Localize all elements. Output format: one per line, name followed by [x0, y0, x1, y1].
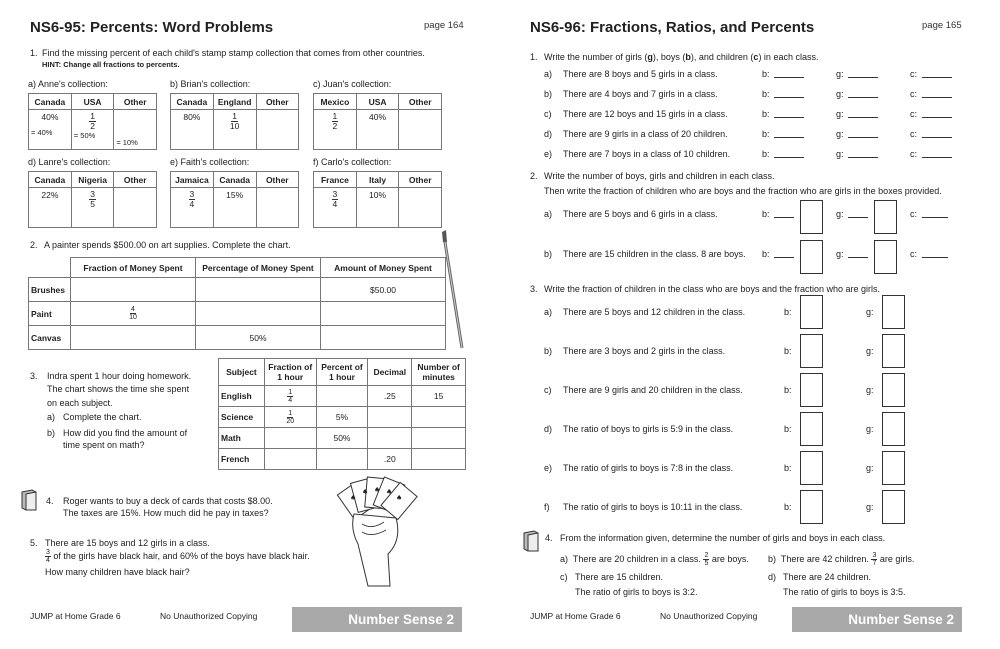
notebook-icon [20, 489, 38, 511]
answer-cell[interactable] [321, 326, 446, 350]
answer-blank[interactable] [774, 69, 804, 78]
answer-blank[interactable] [774, 109, 804, 118]
fraction-answer-box[interactable] [800, 490, 823, 524]
fraction-answer-box[interactable] [874, 200, 897, 234]
q4d-line-1: There are 24 children. [783, 572, 872, 582]
svg-text:♠: ♠ [374, 486, 381, 494]
answer-prefix: b: [762, 249, 770, 259]
q4-line-2: The taxes are 15%. How much did he pay in taxes? [63, 508, 269, 518]
answer-cell[interactable] [213, 110, 256, 150]
q2-number: 2. [530, 171, 538, 181]
answer-prefix: g: [836, 129, 844, 139]
answer-blank[interactable] [922, 109, 952, 118]
homework-table [218, 358, 466, 470]
header-cell: Fraction of Money Spent [71, 258, 196, 278]
item-label: d) [544, 129, 553, 139]
q4d-line-2: The ratio of girls to boys is 3:5. [783, 587, 906, 597]
answer-prefix: g: [836, 249, 844, 259]
value-cell [71, 302, 196, 326]
answer-blank[interactable] [848, 69, 878, 78]
footer-banner: Number Sense 2 [292, 607, 462, 632]
item-label: b) [544, 346, 553, 356]
answer-cell[interactable]: $\frac{1}{2}$ = 50% [71, 110, 114, 150]
answer-prefix: b: [784, 424, 792, 434]
fraction-answer-box[interactable] [800, 200, 823, 234]
collection-a-label: a) Anne's collection: [28, 79, 108, 89]
header-cell: Other [114, 172, 157, 188]
answer-blank[interactable] [848, 249, 868, 258]
header-cell: Other [256, 94, 298, 110]
answer-blank[interactable] [774, 249, 794, 258]
answer-cell[interactable]: 80% [171, 110, 214, 150]
answer-cell[interactable]: 10% [356, 188, 399, 228]
answer-cell[interactable] [399, 110, 442, 150]
value-cell: .20 [368, 449, 412, 470]
row-label: French [219, 449, 265, 470]
q3-number: 3. [30, 371, 38, 381]
fraction: $\frac{1}{2}$ [90, 111, 95, 131]
answer-prefix: b: [762, 89, 770, 99]
answer-cell[interactable] [314, 188, 357, 228]
answer-blank[interactable] [774, 149, 804, 158]
q4b: b) There are 42 children. $\frac{3}{7}$ are girls. [768, 552, 915, 567]
q1-hint: HINT: Change all fractions to percents. [42, 60, 180, 69]
q4a: a) There are 20 children in a class. $\frac{2}{5}$ are boys. [560, 552, 749, 567]
row-label: Brushes [29, 278, 71, 302]
q3b-label: b) [47, 428, 56, 438]
item-label: a) [544, 209, 553, 219]
q3b-line-2: time spent on math? [63, 440, 145, 450]
svg-text:♠: ♠ [396, 494, 403, 502]
header-cell: Other [114, 94, 157, 110]
header-cell: USA [356, 94, 399, 110]
q1-number: 1. [30, 48, 38, 58]
answer-blank[interactable] [848, 89, 878, 98]
collection-b-table [170, 93, 299, 150]
answer-blank[interactable] [922, 69, 952, 78]
header-cell: Italy [356, 172, 399, 188]
answer-cell[interactable] [314, 110, 357, 150]
item-text: There are 12 boys and 15 girls in a class. [563, 109, 728, 119]
fraction-answer-box[interactable] [882, 412, 905, 446]
fraction: $\frac{3}{5}$ [90, 189, 95, 209]
answer-prefix: g: [866, 385, 874, 395]
item-text: There are 9 girls and 20 children in the class. [563, 385, 743, 395]
item-text: There are 5 boys and 6 girls in a class. [563, 209, 718, 219]
header-cell: Percent of 1 hour [316, 359, 368, 386]
item-text: There are 3 boys and 2 girls in the class. [563, 346, 726, 356]
item-label: d) [544, 424, 553, 434]
header-cell: Canada [29, 94, 72, 110]
answer-prefix: b: [762, 209, 770, 219]
answer-prefix: c: [910, 249, 918, 259]
fraction: $\frac{2}{5}$ [704, 552, 709, 567]
playing-cards-icon [332, 474, 422, 596]
collection-f-label: f) Carlo's collection: [313, 157, 392, 167]
answer-prefix: g: [866, 463, 874, 473]
answer-cell[interactable] [71, 326, 196, 350]
q4-number: 4. [46, 496, 54, 506]
q4-text: From the information given, determine the number of girls and boys in each class. [560, 533, 886, 543]
answer-prefix: b: [784, 463, 792, 473]
header-cell: Canada [213, 172, 256, 188]
fraction: $\frac{3}{7}$ [872, 552, 877, 567]
header-cell: Canada [29, 172, 72, 188]
answer-prefix: c: [910, 209, 918, 219]
q1-text: Find the missing percent of each child's stamp stamp collection that comes from other countries. [42, 48, 425, 58]
collection-d-table [28, 171, 157, 228]
value-cell: 5% [316, 407, 368, 428]
answer-blank[interactable] [774, 89, 804, 98]
q4c-line-2: The ratio of girls to boys is 3:2. [575, 587, 698, 597]
fraction-answer-box[interactable] [800, 451, 823, 485]
q3-line-1: Indra spent 1 hour doing homework. [47, 371, 192, 381]
right-page [500, 0, 1000, 649]
item-text: There are 8 boys and 5 girls in a class. [563, 69, 718, 79]
answer-cell[interactable] [171, 188, 214, 228]
notebook-icon [522, 530, 540, 552]
answer-cell[interactable]: 22% [29, 188, 72, 228]
row-label: Canvas [29, 326, 71, 350]
header-cell: Amount of Money Spent [321, 258, 446, 278]
q2-line-2: Then write the fraction of children who are boys and the fraction who are girls in the boxes provided. [544, 186, 942, 196]
answer-prefix: b: [762, 129, 770, 139]
row-label: English [219, 386, 265, 407]
answer-cell[interactable]: 40% [356, 110, 399, 150]
answer-cell[interactable] [196, 278, 321, 302]
answer-prefix: g: [836, 209, 844, 219]
row-label: Science [219, 407, 265, 428]
answer-prefix: c: [910, 89, 918, 99]
fraction: $\frac{4}{10}$ [129, 306, 137, 321]
answer-cell[interactable] [71, 278, 196, 302]
value-cell: 15 [412, 386, 466, 407]
painter-table [28, 257, 446, 350]
answer-prefix: g: [836, 89, 844, 99]
fraction-answer-box[interactable] [882, 295, 905, 329]
q3-line-3: on each subject. [47, 398, 113, 408]
q2-text: A painter spends $500.00 on art supplies. Complete the chart. [44, 240, 291, 250]
value-cell: 50% [316, 428, 368, 449]
header-cell: Jamaica [171, 172, 214, 188]
value-cell: .25 [368, 386, 412, 407]
answer-cell[interactable]: 40% = 40% [29, 110, 72, 150]
collection-e-table [170, 171, 299, 228]
answer-cell[interactable]: = 10% [114, 110, 157, 150]
answer-prefix: b: [784, 502, 792, 512]
collection-c-table [313, 93, 442, 150]
fraction-answer-box[interactable] [800, 240, 823, 274]
answer-cell[interactable] [399, 188, 442, 228]
answer-cell[interactable] [316, 449, 368, 470]
q5-number: 5. [30, 538, 38, 548]
header-cell: Other [256, 172, 298, 188]
answer-prefix: c: [910, 129, 918, 139]
answer-prefix: b: [784, 307, 792, 317]
answer-blank[interactable] [848, 209, 868, 218]
answer-cell[interactable] [256, 110, 298, 150]
collection-f-table [313, 171, 442, 228]
header-cell: USA [71, 94, 114, 110]
answer-cell[interactable]: 15% [213, 188, 256, 228]
answer-blank[interactable] [922, 249, 948, 258]
q1-text: Write the number of girls (g), boys (b), and children (c) in each class. [544, 52, 819, 62]
answer-prefix: c: [910, 149, 918, 159]
item-label: e) [544, 149, 553, 159]
q2-line-1: Write the number of boys, girls and children in each class. [544, 171, 775, 181]
row-label: Math [219, 428, 265, 449]
item-text: There are 5 boys and 12 children in the class. [563, 307, 746, 317]
left-page-number: page 164 [424, 20, 464, 31]
svg-text:♠: ♠ [350, 494, 357, 502]
q4-line-1: Roger wants to buy a deck of cards that costs $8.00. [63, 496, 273, 506]
fraction-answer-box[interactable] [882, 451, 905, 485]
fraction-answer-box[interactable] [882, 373, 905, 407]
answer-blank[interactable] [922, 209, 948, 218]
q3a-text: Complete the chart. [63, 412, 142, 422]
item-text: There are 9 girls in a class of 20 children. [563, 129, 728, 139]
q3a-label: a) [47, 412, 56, 422]
fraction: $\frac{3}{4}$ [332, 189, 338, 209]
answer-blank[interactable] [922, 129, 952, 138]
answer-prefix: g: [866, 424, 874, 434]
fraction-answer-box[interactable] [874, 240, 897, 274]
q3-text: Write the fraction of children in the class who are boys and the fraction who are girls. [544, 284, 881, 294]
answer-prefix: g: [836, 69, 844, 79]
q4c-line-1: There are 15 children. [575, 572, 664, 582]
answer-blank[interactable] [774, 129, 804, 138]
item-label: c) [544, 109, 552, 119]
q3-number: 3. [530, 284, 538, 294]
answer-cell[interactable] [256, 188, 298, 228]
answer-cell[interactable] [321, 302, 446, 326]
collection-d-label: d) Lanre's collection: [28, 157, 111, 167]
footer-copyright: No Unauthorized Copying [660, 611, 758, 621]
item-label: f) [544, 502, 550, 512]
q4-number: 4. [545, 533, 553, 543]
collection-a-table [28, 93, 157, 150]
footer-publisher: JUMP at Home Grade 6 [30, 611, 121, 621]
item-label: b) [544, 249, 553, 259]
item-text: The ratio of girls to boys is 7:8 in the class. [563, 463, 734, 473]
right-page-number: page 165 [922, 20, 962, 31]
answer-cell[interactable] [264, 449, 316, 470]
answer-prefix: g: [836, 149, 844, 159]
answer-cell[interactable] [412, 428, 466, 449]
header-cell: Decimal [368, 359, 412, 386]
header-cell: England [213, 94, 256, 110]
fraction-answer-box[interactable] [800, 295, 823, 329]
item-text: The ratio of girls to boys is 10:11 in the class. [563, 502, 743, 512]
header-cell: Canada [171, 94, 214, 110]
header-cell: Mexico [314, 94, 357, 110]
answer-prefix: c: [910, 69, 918, 79]
answer-prefix: g: [866, 502, 874, 512]
answer-prefix: c: [910, 109, 918, 119]
fraction-answer-box[interactable] [882, 334, 905, 368]
q4d-label: d) [768, 572, 777, 582]
value-cell [264, 386, 316, 407]
answer-prefix: b: [762, 149, 770, 159]
item-text: There are 7 boys in a class of 10 children. [563, 149, 731, 159]
right-page-title: NS6-96: Fractions, Ratios, and Percents [530, 19, 815, 36]
answer-prefix: g: [836, 109, 844, 119]
item-label: a) [544, 69, 553, 79]
answer-blank[interactable] [922, 89, 952, 98]
answer-cell[interactable] [71, 188, 114, 228]
q5-line-3: How many children have black hair? [45, 567, 190, 577]
corner-cell [29, 258, 71, 278]
answer-cell[interactable] [316, 386, 368, 407]
q3-line-2: The chart shows the time she spent [47, 384, 190, 394]
svg-text:♠: ♠ [386, 488, 393, 496]
item-text: There are 4 boys and 7 girls in a class. [563, 89, 718, 99]
q4c-label: c) [560, 572, 568, 582]
header-cell: France [314, 172, 357, 188]
fraction: $\frac{3}{4}$ [46, 549, 50, 564]
header-cell: Nigeria [71, 172, 114, 188]
footer-copyright: No Unauthorized Copying [160, 611, 258, 621]
answer-prefix: g: [866, 346, 874, 356]
value-cell [264, 407, 316, 428]
answer-blank[interactable] [848, 129, 878, 138]
q1-number: 1. [530, 52, 538, 62]
answer-cell[interactable] [412, 449, 466, 470]
footer-banner: Number Sense 2 [792, 607, 962, 632]
answer-blank[interactable] [774, 209, 794, 218]
answer-blank[interactable] [922, 149, 952, 158]
answer-cell[interactable] [368, 407, 412, 428]
header-cell: Fraction of 1 hour [264, 359, 316, 386]
row-label: Paint [29, 302, 71, 326]
q3b-line-1: How did you find the amount of [63, 428, 188, 438]
item-text: There are 15 children in the class. 8 are boys. [563, 249, 746, 259]
item-text: The ratio of boys to girls is 5:9 in the class. [563, 424, 734, 434]
answer-cell[interactable] [368, 428, 412, 449]
svg-text:♠: ♠ [362, 488, 369, 496]
answer-blank[interactable] [848, 109, 878, 118]
fraction: $\frac{1}{10}$ [229, 111, 240, 131]
item-label: b) [544, 89, 553, 99]
collection-b-label: b) Brian's collection: [170, 79, 251, 89]
paintbrush-icon [438, 230, 468, 355]
header-cell: Other [399, 172, 442, 188]
header-cell: Subject [219, 359, 265, 386]
answer-cell[interactable] [114, 188, 157, 228]
answer-prefix: b: [762, 109, 770, 119]
answer-prefix: b: [784, 346, 792, 356]
item-label: c) [544, 385, 552, 395]
fraction: $\frac{3}{4}$ [189, 189, 195, 209]
q5-line-2: $\frac{3}{4}$ of the girls have black hair, and 60% of the boys have black hair. [46, 549, 310, 564]
footer-publisher: JUMP at Home Grade 6 [530, 611, 621, 621]
fraction: $\frac{1}{2}$ [332, 111, 338, 131]
answer-prefix: b: [762, 69, 770, 79]
collection-c-label: c) Juan's collection: [313, 79, 392, 89]
fraction: $\frac{1}{20}$ [286, 409, 295, 425]
q2-number: 2. [30, 240, 38, 250]
fraction-answer-box[interactable] [882, 490, 905, 524]
q5-line-1: There are 15 boys and 12 girls in a class. [45, 538, 210, 548]
answer-blank[interactable] [848, 149, 878, 158]
header-cell: Percentage of Money Spent [196, 258, 321, 278]
fraction-answer-box[interactable] [800, 373, 823, 407]
item-label: a) [544, 307, 553, 317]
answer-cell[interactable] [196, 302, 321, 326]
value-cell: 50% [196, 326, 321, 350]
fraction-answer-box[interactable] [800, 334, 823, 368]
item-label: e) [544, 463, 553, 473]
answer-cell[interactable] [264, 428, 316, 449]
left-page-title: NS6-95: Percents: Word Problems [30, 19, 274, 36]
answer-prefix: b: [784, 385, 792, 395]
fraction-answer-box[interactable] [800, 412, 823, 446]
fraction: $\frac{1}{4}$ [288, 388, 293, 404]
header-cell: Number of minutes [412, 359, 466, 386]
collection-e-label: e) Faith's collection: [170, 157, 250, 167]
header-cell: Other [399, 94, 442, 110]
answer-cell[interactable] [412, 407, 466, 428]
answer-prefix: g: [866, 307, 874, 317]
value-cell: $50.00 [321, 278, 446, 302]
